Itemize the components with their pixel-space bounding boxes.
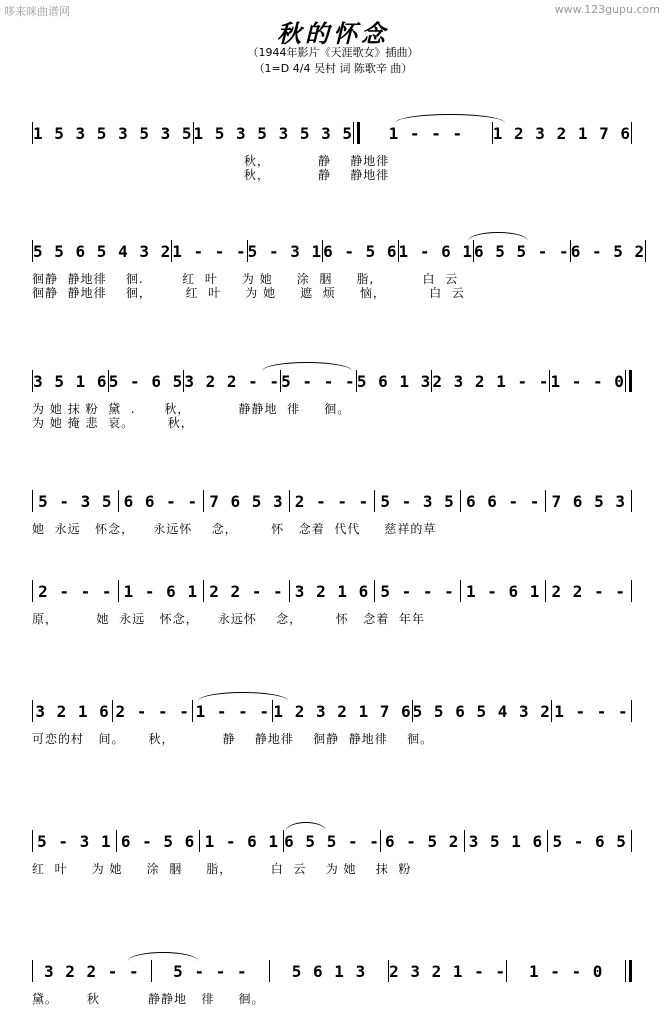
score-system xyxy=(32,122,632,186)
score-system xyxy=(32,960,632,1024)
measure: 6 - 5 2 xyxy=(570,241,646,261)
measure: 6 5 5 - - xyxy=(284,831,380,851)
measure: 3 2 1 6 xyxy=(294,581,370,601)
measure: 1 - 6 1 xyxy=(398,241,473,261)
measure: 1 - 6 1 xyxy=(465,581,541,601)
repeat-start-barline xyxy=(353,122,360,144)
measure: 5 - 3 1 xyxy=(247,241,323,261)
measure: 5 - 3 5 xyxy=(38,491,113,511)
end-barline xyxy=(625,370,632,392)
notes-row xyxy=(32,960,632,982)
score-system xyxy=(32,580,632,644)
score-system xyxy=(32,240,646,304)
measure: 2 - - - xyxy=(294,491,370,511)
measure: 1 - - - xyxy=(554,701,629,721)
measure: 3 2 2 - - xyxy=(43,961,140,981)
measure: 1 2 3 2 1 7 6 xyxy=(273,701,412,721)
measure: 2 2 - - xyxy=(551,581,626,601)
notes-row xyxy=(32,700,632,722)
song-title: 秋的怀念 xyxy=(277,19,389,48)
measure: 3 5 1 6 xyxy=(33,371,108,391)
notes-row xyxy=(32,122,632,144)
lyric-line: 秋， 静 静地徘 xyxy=(32,168,390,182)
measure: 2 2 - - xyxy=(209,581,284,601)
lyric-line: 秋， 静 静地徘 xyxy=(32,154,390,168)
lyric-line: 黛。 秋 静静地 徘 徊。 xyxy=(32,992,265,1006)
lyric-line: 红 叶 为 她 涂 胭 脂， 白 云 为 她 抹 粉 xyxy=(32,862,412,876)
measure: 1 - - - xyxy=(388,123,464,143)
measure: 2 3 2 1 - - xyxy=(432,371,550,391)
barline xyxy=(645,240,646,262)
barline xyxy=(631,830,632,852)
lyric-line: 原， 她 永远 怀念， 永远怀 念， 怀 念着 年年 xyxy=(32,612,425,626)
slur-mark xyxy=(395,114,505,123)
measure: 5 - - - xyxy=(380,581,455,601)
song-subtitle: （1944年影片《天涯歌女》插曲） xyxy=(247,46,419,59)
slur-mark xyxy=(286,822,326,831)
notes-row xyxy=(32,580,632,602)
measure: 1 - - - xyxy=(172,241,247,261)
measure: 6 - 5 6 xyxy=(120,831,196,851)
notes-row xyxy=(32,830,632,852)
site-url[interactable]: www.123gupu.com xyxy=(554,3,660,16)
measure: 1 - - 0 xyxy=(550,371,625,391)
slur-mark xyxy=(262,362,352,371)
notes-row xyxy=(32,240,646,262)
measure: 1 - - - xyxy=(195,701,271,721)
measure: 1 2 3 2 1 7 6 xyxy=(492,123,631,143)
lyric-line: 她 永远 怀念， 永远怀 念， 怀 念着 代代 慈祥的草 xyxy=(32,522,437,536)
measure: 5 5 6 5 4 3 2 xyxy=(412,701,551,721)
measure: 6 5 5 - - xyxy=(473,241,570,261)
end-barline xyxy=(625,960,632,982)
slur-mark xyxy=(468,232,528,241)
barline xyxy=(631,490,632,512)
measure: 5 - 6 5 xyxy=(552,831,627,851)
measure: 5 5 6 5 4 3 2 xyxy=(33,241,172,261)
measure: 2 - - - xyxy=(38,581,113,601)
measure: 1 - 6 1 xyxy=(204,831,280,851)
lyric-line: 可恋的村 间。 秋， 静 静地徘 徊静 静地徘 徊。 xyxy=(32,732,434,746)
measure: 1 - - 0 xyxy=(528,961,604,981)
notes-row xyxy=(32,490,632,512)
measure: 3 2 1 6 xyxy=(35,701,110,721)
measure: 5 - 6 5 xyxy=(108,371,184,391)
measure: 5 - - - xyxy=(281,371,356,391)
lyric-line: 为 她 抹 粉 黛 . 秋， 静静地 徘 徊。 xyxy=(32,402,351,416)
measure: 2 - - - xyxy=(115,701,190,721)
lyric-line: 徊静 静地徘 徊， 红 叶 为 她 遮 烦 恼， 白 云 xyxy=(32,286,465,300)
measure: 7 6 5 3 xyxy=(209,491,284,511)
measure: 1 5 3 5 3 5 3 5 xyxy=(33,123,193,143)
lyric-line: 为 她 掩 悲 哀。 秋， xyxy=(32,416,194,430)
barline xyxy=(631,122,632,144)
site-name: 哆来咪曲谱网 xyxy=(4,5,70,18)
barline xyxy=(631,580,632,602)
measure: 7 6 5 3 xyxy=(551,491,626,511)
song-credits: （1=D 4/4 吴村 词 陈歌辛 曲） xyxy=(253,62,413,75)
measure: 5 - 3 1 xyxy=(37,831,112,851)
notes-row xyxy=(32,370,632,392)
measure: 3 2 2 - - xyxy=(184,371,281,391)
measure: 6 6 - - xyxy=(465,491,541,511)
measure: 1 - 6 1 xyxy=(123,581,199,601)
measure: 6 6 - - xyxy=(123,491,199,511)
barline xyxy=(631,700,632,722)
measure: 5 - - - xyxy=(173,961,248,981)
score-system xyxy=(32,700,632,764)
lyric-line: 徊静 静地徘 徊. 红 叶 为 她 涂 胭 脂, 白 云 xyxy=(32,272,459,286)
measure: 6 - 5 6 xyxy=(323,241,398,261)
measure: 5 - 3 5 xyxy=(380,491,455,511)
slur-mark xyxy=(128,952,198,961)
measure: 3 5 1 6 xyxy=(468,831,544,851)
score-system xyxy=(32,490,632,554)
measure: 2 3 2 1 - - xyxy=(389,961,507,981)
measure: 5 6 1 3 xyxy=(356,371,432,391)
measure: 1 5 3 5 3 5 3 5 xyxy=(193,123,353,143)
score-system xyxy=(32,830,632,894)
measure: 5 6 1 3 xyxy=(291,961,367,981)
slur-mark xyxy=(198,692,288,701)
score-system xyxy=(32,370,632,434)
measure: 6 - 5 2 xyxy=(385,831,460,851)
